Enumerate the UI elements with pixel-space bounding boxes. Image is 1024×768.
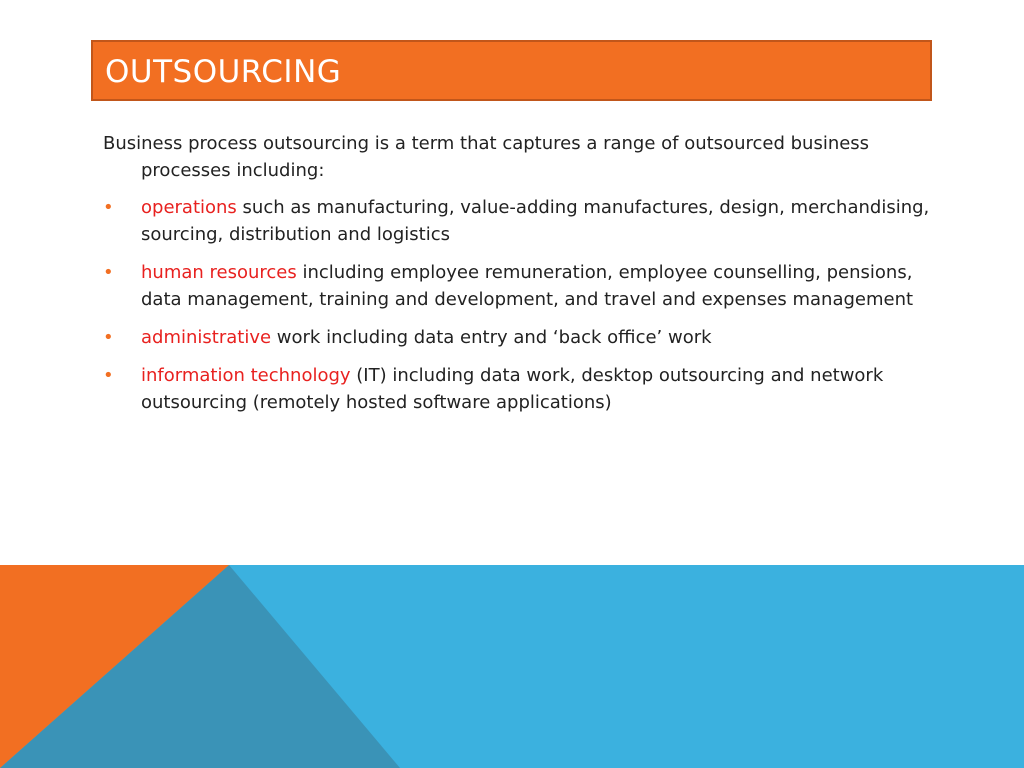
slide-body (103, 130, 933, 427)
bullet-keyword: information technology (141, 365, 351, 386)
bullet-text: including employee remuneration, employee counselling, pensions, data management, training and development, and travel and expenses management (141, 262, 914, 310)
slide-title: OUTSOURCING (105, 54, 342, 90)
bullet-keyword: administrative (141, 327, 272, 348)
bullet-item-information-technology (103, 362, 933, 416)
bullet-keyword: operations (141, 197, 237, 218)
bullet-text: (IT) including data work, desktop outsourcing and network outsourcing (remotely hosted software applications) (141, 365, 884, 413)
footer-decoration (0, 565, 1024, 768)
bullet-item-administrative (103, 324, 933, 351)
bullet-icon: • (103, 365, 114, 386)
bullet-text: work including data entry and ‘back office’ work (271, 327, 712, 348)
bullet-item-operations (103, 194, 933, 248)
bullet-text: such as manufacturing, value-adding manufactures, design, merchandising, sourcing, distribution and logistics (141, 197, 930, 245)
bullet-item-human-resources (103, 259, 933, 313)
bullet-list (103, 194, 933, 416)
bullet-icon: • (103, 327, 114, 348)
title-bar (91, 40, 932, 101)
intro-paragraph: Business process outsourcing is a term that captures a range of outsourced business processes including: (103, 133, 870, 181)
bullet-icon: • (103, 197, 114, 218)
bullet-icon: • (103, 262, 114, 283)
bullet-keyword: human resources (141, 262, 297, 283)
